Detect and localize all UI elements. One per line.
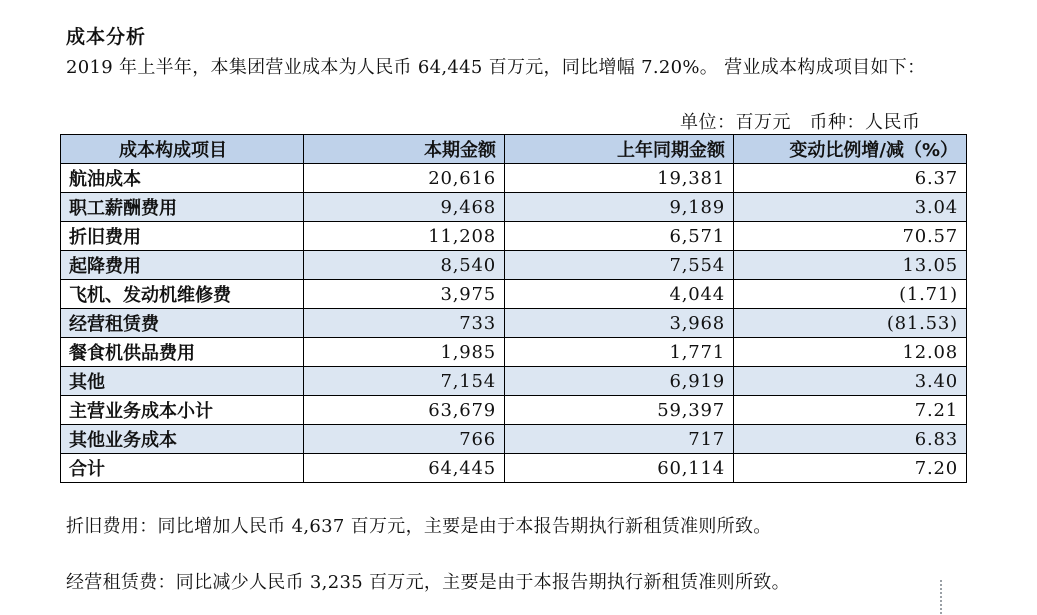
row-change: 70.57 xyxy=(734,222,967,251)
row-item: 起降费用 xyxy=(61,251,304,280)
row-prior: 60,114 xyxy=(505,454,734,483)
header-change: 变动比例增/减（%） xyxy=(734,135,967,164)
row-current: 3,975 xyxy=(304,280,505,309)
table-row xyxy=(61,367,967,396)
row-prior: 9,189 xyxy=(505,193,734,222)
row-item: 合计 xyxy=(61,454,304,483)
table-row xyxy=(61,193,967,222)
row-item: 其他业务成本 xyxy=(61,425,304,454)
row-prior: 7,554 xyxy=(505,251,734,280)
row-current: 63,679 xyxy=(304,396,505,425)
row-change: 6.37 xyxy=(734,164,967,193)
table-row xyxy=(61,309,967,338)
table-row xyxy=(61,280,967,309)
table-row xyxy=(61,338,967,367)
row-prior: 59,397 xyxy=(505,396,734,425)
section-heading: 成本分析 xyxy=(66,26,147,48)
row-current: 64,445 xyxy=(304,454,505,483)
note-operating-lease: 经营租赁费：同比减少人民币 3,235 百万元，主要是由于本报告期执行新租赁准则所致。 xyxy=(66,572,790,593)
row-item: 主营业务成本小计 xyxy=(61,396,304,425)
row-item: 餐食机供品费用 xyxy=(61,338,304,367)
table-row xyxy=(61,425,967,454)
row-change: 3.04 xyxy=(734,193,967,222)
row-prior: 6,919 xyxy=(505,367,734,396)
row-change: (81.53) xyxy=(734,309,967,338)
row-change: 13.05 xyxy=(734,251,967,280)
header-item: 成本构成项目 xyxy=(61,135,304,164)
row-prior: 3,968 xyxy=(505,309,734,338)
row-current: 9,468 xyxy=(304,193,505,222)
row-current: 733 xyxy=(304,309,505,338)
header-prior: 上年同期金额 xyxy=(505,135,734,164)
row-item: 折旧费用 xyxy=(61,222,304,251)
intro-paragraph: 2019 年上半年，本集团营业成本为人民币 64,445 百万元，同比增幅 7.20%。 营业成本构成项目如下： xyxy=(66,57,926,78)
row-current: 11,208 xyxy=(304,222,505,251)
row-current: 20,616 xyxy=(304,164,505,193)
row-current: 766 xyxy=(304,425,505,454)
row-item: 飞机、发动机维修费 xyxy=(61,280,304,309)
table-row xyxy=(61,396,967,425)
table-row-total xyxy=(61,454,967,483)
row-current: 8,540 xyxy=(304,251,505,280)
row-prior: 4,044 xyxy=(505,280,734,309)
table-header-row xyxy=(61,135,967,164)
row-change: 7.20 xyxy=(734,454,967,483)
row-item: 职工薪酬费用 xyxy=(61,193,304,222)
unit-label: 单位：百万元 币种：人民币 xyxy=(680,112,921,133)
row-prior: 717 xyxy=(505,425,734,454)
row-change: 12.08 xyxy=(734,338,967,367)
row-prior: 1,771 xyxy=(505,338,734,367)
table-row xyxy=(61,164,967,193)
page-edge-divider xyxy=(940,580,945,614)
row-item: 经营租赁费 xyxy=(61,309,304,338)
row-prior: 6,571 xyxy=(505,222,734,251)
row-current: 7,154 xyxy=(304,367,505,396)
row-change: 6.83 xyxy=(734,425,967,454)
row-change: 7.21 xyxy=(734,396,967,425)
row-change: 3.40 xyxy=(734,367,967,396)
table-row xyxy=(61,251,967,280)
header-current: 本期金额 xyxy=(304,135,505,164)
cost-table xyxy=(60,134,967,483)
row-prior: 19,381 xyxy=(505,164,734,193)
table-row xyxy=(61,222,967,251)
row-change: (1.71) xyxy=(734,280,967,309)
row-item: 航油成本 xyxy=(61,164,304,193)
note-depreciation: 折旧费用：同比增加人民币 4,637 百万元，主要是由于本报告期执行新租赁准则所致。 xyxy=(66,516,772,537)
row-current: 1,985 xyxy=(304,338,505,367)
row-item: 其他 xyxy=(61,367,304,396)
